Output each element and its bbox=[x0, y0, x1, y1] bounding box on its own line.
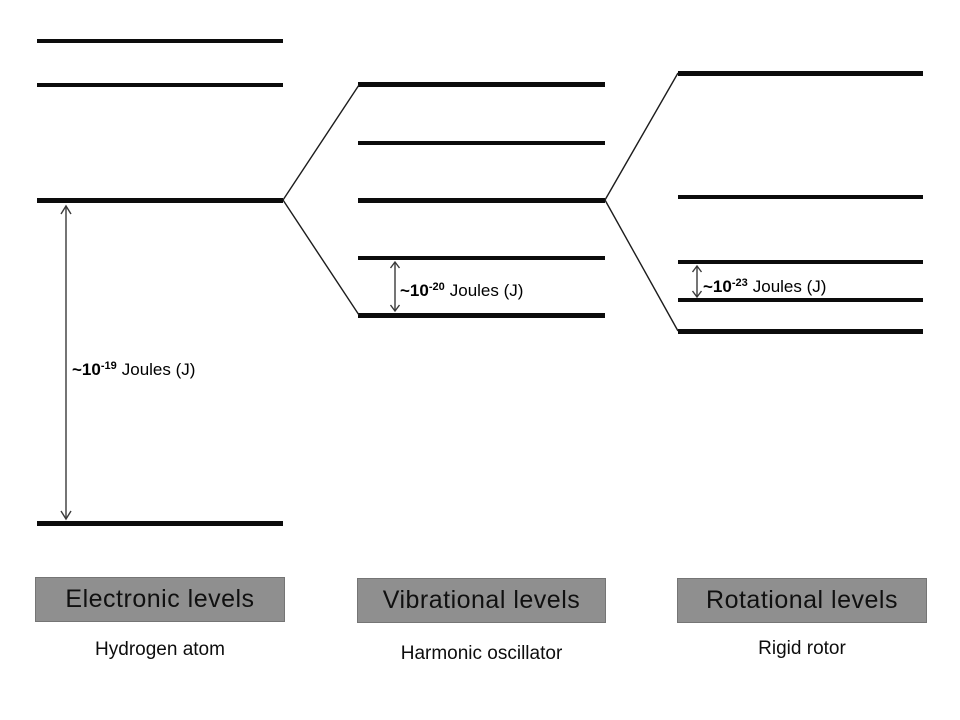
vibrational-gap-label-exponent: -20 bbox=[428, 281, 445, 293]
vibrational-levels-title: Vibrational levels bbox=[382, 586, 581, 614]
energy-gap-arrow-vibrational bbox=[391, 262, 400, 311]
rotational-levels-title-box bbox=[677, 578, 927, 623]
energy-gap-arrow-rotational bbox=[693, 266, 702, 297]
electronic-levels-title: Electronic levels bbox=[65, 585, 255, 613]
electronic-levels-title-box bbox=[35, 577, 285, 622]
vibrational-model-subtitle: Harmonic oscillator bbox=[400, 643, 563, 664]
rotational-levels-title: Rotational levels bbox=[706, 586, 898, 614]
rotational-gap-label bbox=[703, 272, 826, 298]
electronic-gap-label-units: Joules (J) bbox=[121, 360, 196, 379]
rotational-gap-label-exponent: -23 bbox=[731, 277, 748, 289]
rotational-gap-label-base: ~10 bbox=[703, 277, 732, 296]
energy-gap-arrow-electronic bbox=[61, 206, 71, 519]
vibrational-levels-title-box bbox=[357, 578, 606, 623]
rotational-model-subtitle: Rigid rotor bbox=[758, 638, 846, 659]
vibrational-gap-label bbox=[400, 276, 523, 302]
vibrational-gap-label-units: Joules (J) bbox=[449, 281, 524, 300]
diagonal-vibrational-to-rotational-lower bbox=[605, 200, 678, 331]
electronic-gap-label-base: ~10 bbox=[72, 360, 101, 379]
diagonal-electronic-to-vibrational-lower bbox=[283, 200, 359, 315]
vibrational-gap-label-base: ~10 bbox=[400, 281, 429, 300]
electronic-gap-label-exponent: -19 bbox=[100, 360, 117, 372]
electronic-gap-label bbox=[72, 355, 195, 381]
rotational-gap-label-units: Joules (J) bbox=[752, 277, 827, 296]
diagonal-electronic-to-vibrational-upper bbox=[283, 85, 359, 200]
electronic-model-subtitle: Hydrogen atom bbox=[95, 639, 225, 660]
diagonal-vibrational-to-rotational-upper bbox=[605, 73, 678, 200]
